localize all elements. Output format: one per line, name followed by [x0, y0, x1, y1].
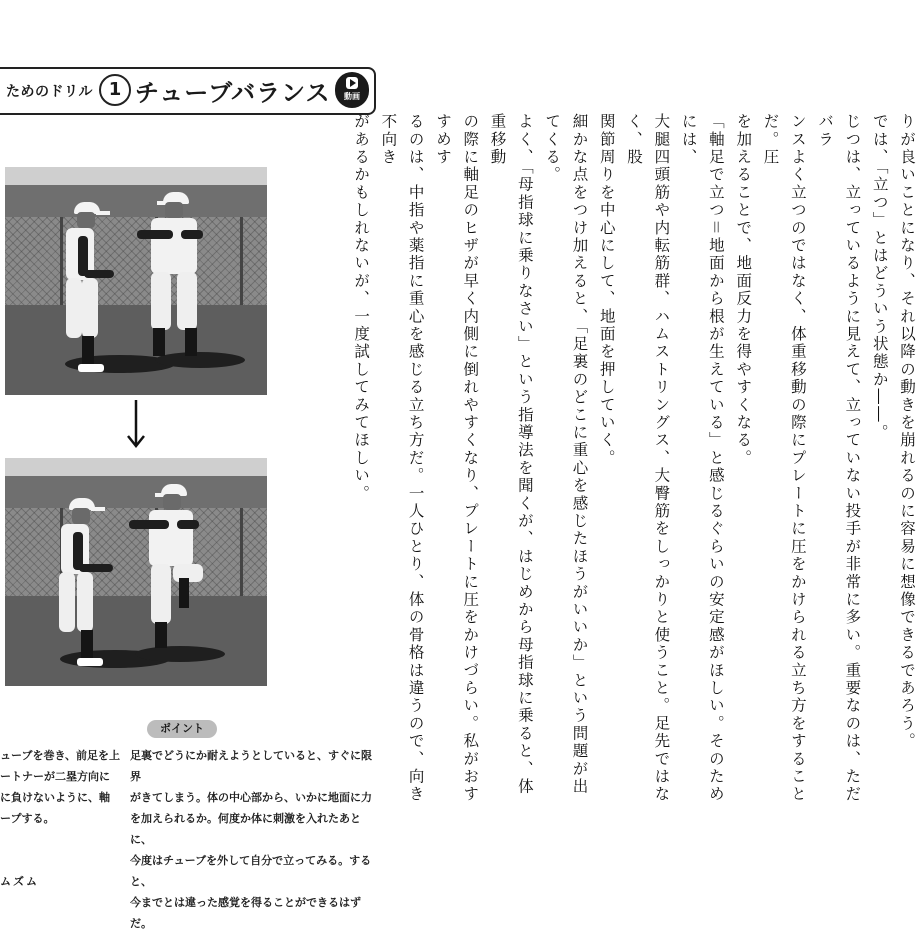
body-column: りが良いことになり、それ以降の動きを崩れるのに容易に想像できるであろう。 [898, 113, 916, 751]
body-column: ンスよく立つのではなく、体重移動の際にプレートに圧をかけられる立ち方をすることだ。圧 [761, 113, 807, 804]
drill-header [0, 67, 376, 115]
running-footer: ムズム [0, 875, 39, 888]
body-column: があるかもしれないが、一度試してみてほしい。 [352, 113, 371, 503]
photo-before [5, 167, 267, 395]
point-label: ポイント [147, 720, 217, 738]
play-icon [346, 77, 358, 89]
body-column: 「軸足で立つ＝地面から根が生えている」と感じるぐらいの安定感がほしい。そのためには、 [679, 113, 725, 804]
point-text: 足裏でどうにか耐えようとしていると、すぐに限界 がきてしまう。体の中心部から、いかに地面に力 を加えられるか。何度か体に刺激を入れたあとに、 今度はチューブを外して自分で立ってみる。すると、 今までとは違った感覚を得ることができるはずだ。 [130, 749, 372, 930]
body-column: 大腿四頭筋や内転筋群、ハムストリングス、大臀筋をしっかりと使うこと。足先ではなく、股 [625, 113, 671, 804]
body-column: の際に軸足のヒザが早く内側に倒れやすくなり、プレートに圧をかけづらい。私がおすすめす [433, 113, 480, 804]
drill-number: 1 [99, 74, 131, 106]
body-text [352, 113, 920, 813]
header-subtitle: ためのドリル [6, 84, 93, 100]
video-badge-label: 動画 [344, 92, 360, 101]
body-column: 関節周りを中心にして、地面を押していく。 [597, 113, 616, 467]
body-column: を加えることで、地面反力を得やすくなる。 [734, 113, 753, 467]
body-column: よく、「母指球に乗りなさい」という指導法を聞くが、はじめから母指球に乗ると、体重移動 [488, 113, 534, 796]
arrow-down-icon [126, 398, 146, 450]
body-column: では、「立つ」とはどういう状態か――。 [870, 113, 889, 442]
photo-caption: ューブを巻き、前足を上 ートナーが二塁方向に に負けないように、軸 ープする。 [0, 749, 121, 825]
body-column: 細かな点をつけ加えると、「足裏のどこに重心を感じたほうがいいか」という問題が出てくる。 [543, 113, 589, 796]
video-badge[interactable] [335, 72, 369, 108]
body-column: じつは、立っているように見えて、立っていない投手が非常に多い。重要なのは、ただバラ [816, 113, 862, 804]
photo-after [5, 458, 267, 686]
drill-title: チューブバランス [135, 79, 331, 107]
body-column: るのは、中指や薬指に重心を感じる立ち方だ。一人ひとり、体の骨格は違うので、向き不向き [379, 113, 425, 804]
